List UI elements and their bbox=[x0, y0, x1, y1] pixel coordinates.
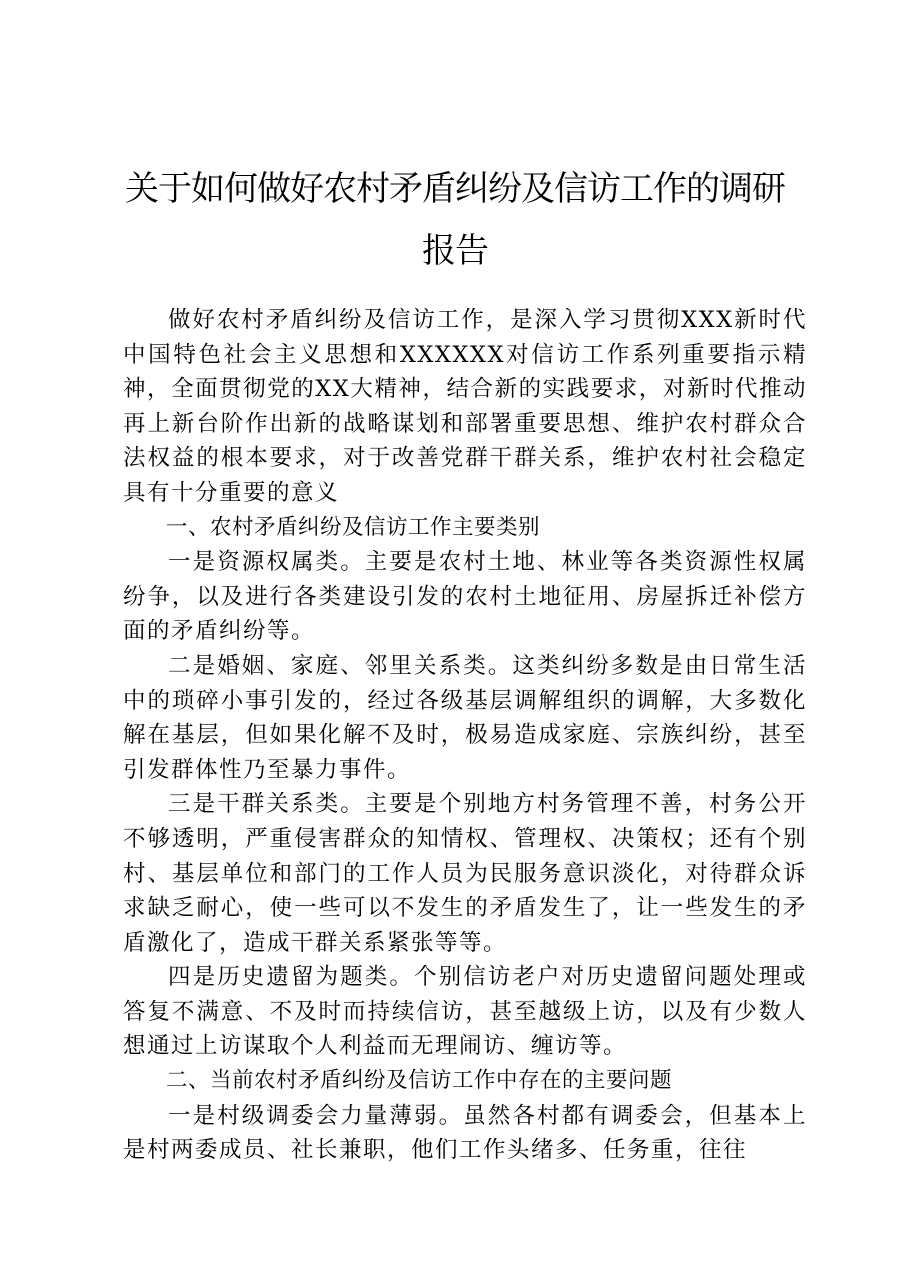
section-heading-2: 二、当前农村矛盾纠纷及信访工作中存在的主要问题 bbox=[166, 1068, 673, 1094]
section1-paragraph-3: 三是干群关系类。主要是个别地方村务管理不善，村务公开不够透明，严重侵害群众的知情权、管理权、决策权；还有个别村、基层单位和部门的工作人员为民服务意识淡化，对待群众诉求缺乏耐心，使一些可以不发生的矛盾发生了，让一些发生的矛盾激化了，造成干群关系紧张等等。 bbox=[123, 791, 807, 956]
document-title: 关于如何做好农村矛盾纠纷及信访工作的调研报告 bbox=[125, 169, 785, 271]
document-body bbox=[123, 303, 807, 1168]
intro-paragraph: 做好农村矛盾纠纷及信访工作，是深入学习贯彻XXX新时代中国特色社会主义思想和XXXXXX对信访工作系列重要指示精神，全面贯彻党的XX大精神，结合新的实践要求，对新时代推动再上新台阶作出新的战略谋划和部署重要思想、维护农村群众合法权益的根本要求，对于改善党群干群关系，维护农村社会稳定具有十分重要的意义 bbox=[123, 307, 807, 506]
section1-paragraph-1: 一是资源权属类。主要是农村土地、林业等各类资源性权属纷争，以及进行各类建设引发的农村土地征用、房屋拆迁补偿方面的矛盾纠纷等。 bbox=[123, 549, 807, 645]
section-heading-1: 一、农村矛盾纠纷及信访工作主要类别 bbox=[166, 514, 541, 540]
section1-paragraph-2: 二是婚姻、家庭、邻里关系类。这类纠纷多数是由日常生活中的琐碎小事引发的，经过各级基层调解组织的调解，大多数化解在基层，但如果化解不及时，极易造成家庭、宗族纠纷，甚至引发群体性乃至暴力事件。 bbox=[123, 652, 807, 783]
section2-paragraph-1: 一是村级调委会力量薄弱。虽然各村都有调委会，但基本上是村两委成员、社长兼职，他们工作头绪多、任务重，往往 bbox=[123, 1102, 807, 1164]
section1-paragraph-4: 四是历史遗留为题类。个别信访老户对历史遗留问题处理或答复不满意、不及时而持续信访，甚至越级上访，以及有少数人想通过上访谋取个人利益而无理闹访、缠访等。 bbox=[123, 964, 807, 1060]
